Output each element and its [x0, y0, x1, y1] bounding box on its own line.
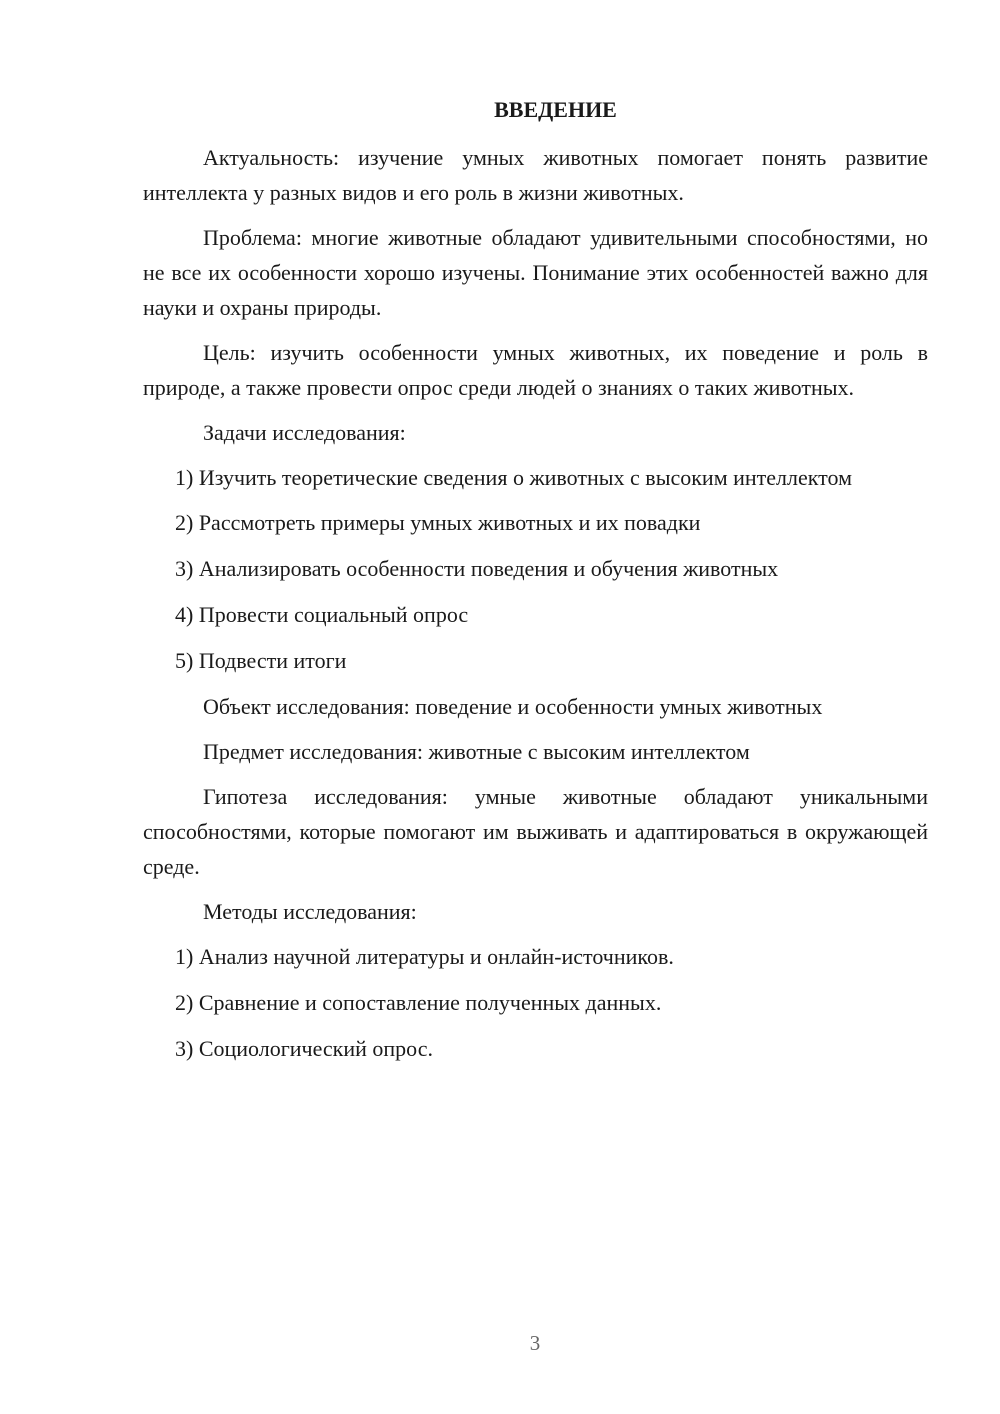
object-paragraph: Объект исследования: поведение и особенности умных животных — [203, 694, 823, 719]
page-number: 3 — [529, 1331, 541, 1355]
subject-paragraph: Предмет исследования: животные с высоким интеллектом — [203, 739, 750, 764]
task-item-4: 4) Провести социальный опрос — [175, 602, 469, 627]
method-item-2: 2) Сравнение и сопоставление полученных данных. — [175, 990, 662, 1015]
relevance-paragraph: Актуальность: изучение умных животных помогает понять развитие интеллекта у разных видов и его роль в жизни животных. — [143, 145, 928, 205]
task-item-1: 1) Изучить теоретические сведения о животных с высоким интеллектом — [175, 465, 852, 490]
method-item-3: 3) Социологический опрос. — [175, 1036, 433, 1061]
problem-paragraph: Проблема: многие животные обладают удивительными способностями, но не все их особенности хорошо изучены. Понимание этих особенностей важно для науки и охраны природы. — [143, 225, 928, 320]
hypothesis-paragraph: Гипотеза исследования: умные животные обладают уникальными способностями, которые помогают им выживать и адаптироваться в окружающей среде. — [143, 784, 928, 879]
task-item-2: 2) Рассмотреть примеры умных животных и их повадки — [175, 510, 701, 535]
method-item-1: 1) Анализ научной литературы и онлайн-источников. — [175, 944, 674, 969]
task-item-5: 5) Подвести итоги — [175, 648, 347, 673]
tasks-heading: Задачи исследования: — [203, 420, 406, 445]
section-title: ВВЕДЕНИЕ — [494, 97, 617, 122]
document-page — [143, 92, 928, 1077]
methods-heading: Методы исследования: — [203, 899, 417, 924]
goal-paragraph: Цель: изучить особенности умных животных, их поведение и роль в природе, а также провести опрос среди людей о знаниях о таких животных. — [143, 340, 928, 400]
task-item-3: 3) Анализировать особенности поведения и обучения животных — [175, 556, 779, 581]
